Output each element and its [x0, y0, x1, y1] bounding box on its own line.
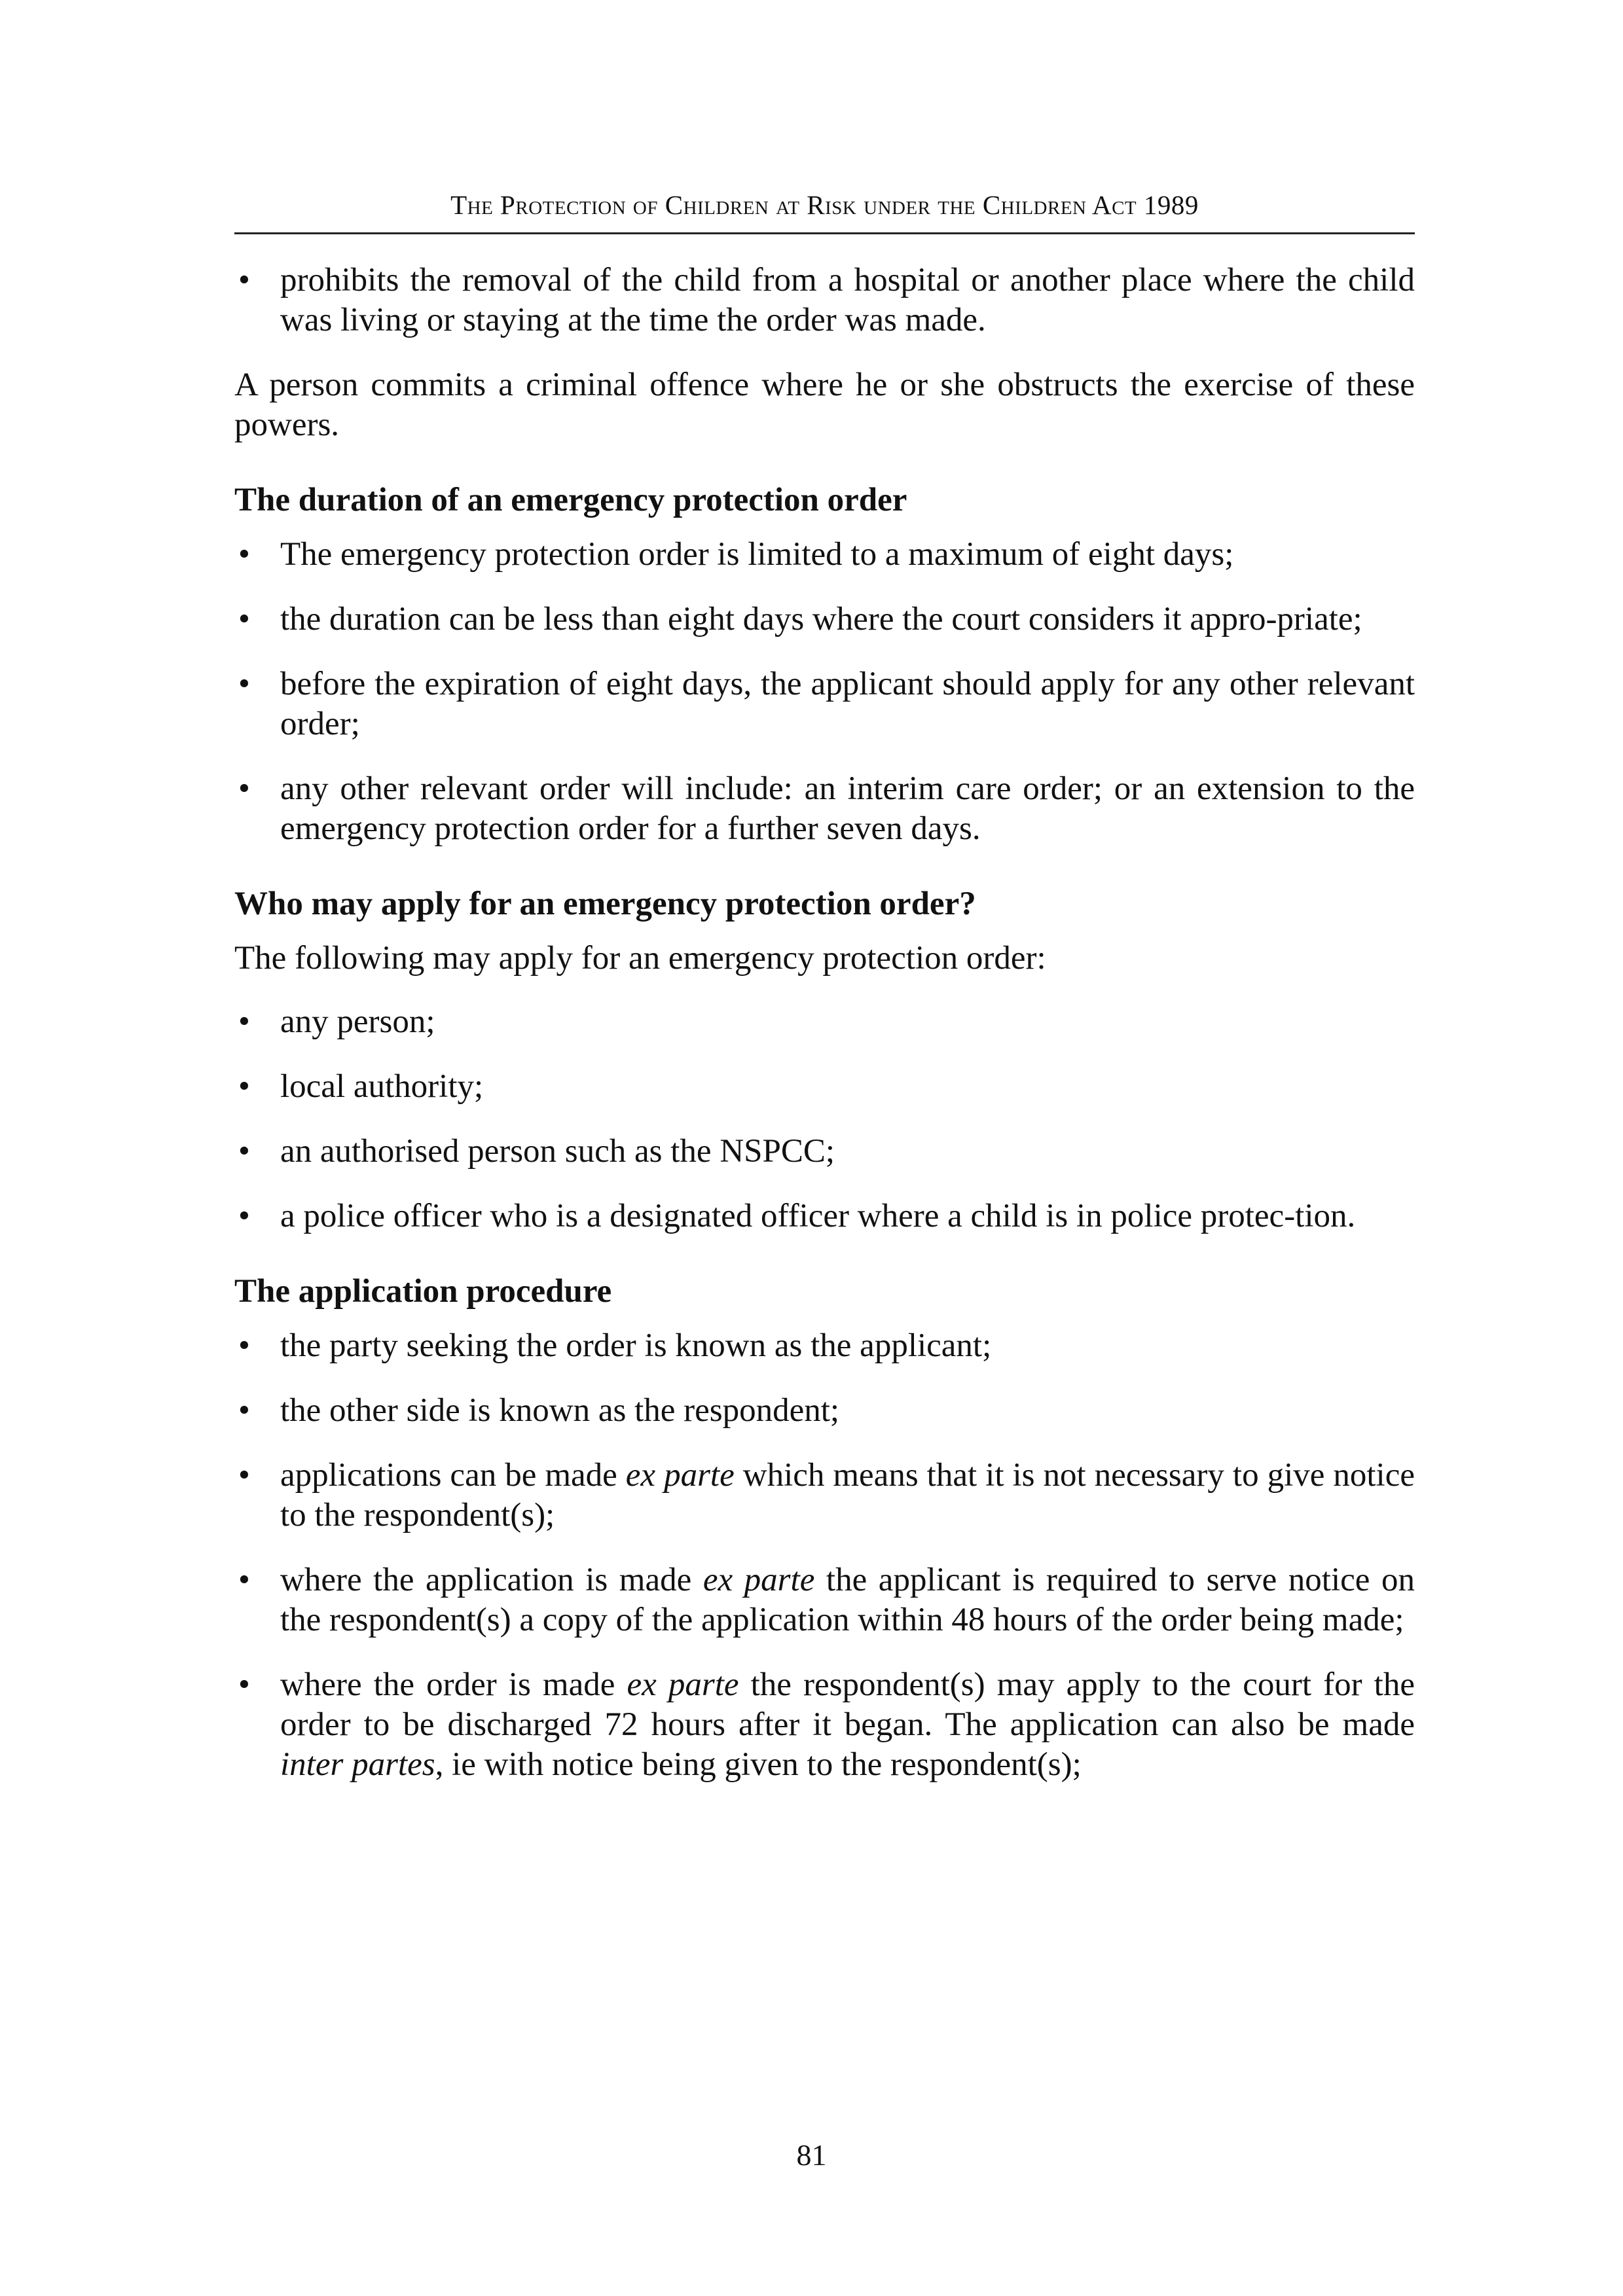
- bullet-icon: •: [238, 770, 250, 808]
- page: [234, 190, 1415, 1810]
- bullet-icon: •: [238, 601, 250, 638]
- bullet-icon: •: [238, 1327, 250, 1365]
- bullet-icon: •: [238, 1133, 250, 1170]
- application-procedure-list: [234, 1326, 1415, 1785]
- running-head: The Protection of Children at Risk under the Children Act 1989: [234, 190, 1415, 234]
- list-item: • a police officer who is a designated officer where a child is in police protec-tion.: [234, 1196, 1415, 1236]
- bullet-icon: •: [238, 536, 250, 573]
- bullet-icon: •: [238, 1068, 250, 1105]
- list-item: • prohibits the removal of the child from a hospital or another place where the child was living or staying at the time the order was made.: [238, 262, 1415, 339]
- list-item: • where the application is made ex parte the applicant is required to serve notice on the respondent(s) a copy of the application within 48 hours of the order being made;: [238, 1562, 1415, 1639]
- list-item: • any other relevant order will include: an interim care order; or an extension to the emergency protection order for a further seven days.: [238, 770, 1415, 848]
- who-may-apply-list: [234, 1002, 1415, 1236]
- list-item: • where the order is made ex parte the respondent(s) may apply to the court for the order to be discharged 72 hours after it began. The application can also be made inter partes, ie with notice being given to the respondent(s);: [238, 1666, 1415, 1784]
- page-number: 81: [796, 2138, 827, 2172]
- list-item: • The emergency protection order is limited to a maximum of eight days;: [234, 535, 1415, 575]
- who-may-apply-lead: The following may apply for an emergency protection order:: [234, 940, 1046, 977]
- bullet-icon: •: [238, 1198, 250, 1235]
- section-heading-who-may-apply: Who may apply for an emergency protection order?: [234, 886, 976, 923]
- list-item: • an authorised person such as the NSPCC;: [234, 1132, 1415, 1172]
- list-item: • local authority;: [234, 1067, 1415, 1107]
- intro-list: [234, 260, 1415, 340]
- list-item: • applications can be made ex parte which means that it is not necessary to give notice to the respondent(s);: [238, 1457, 1415, 1534]
- list-item: • any person;: [234, 1002, 1415, 1042]
- body-text: [234, 260, 1415, 1785]
- duration-list: [234, 535, 1415, 849]
- section-heading-application-procedure: The application procedure: [234, 1273, 612, 1310]
- list-item: • the other side is known as the respondent;: [234, 1391, 1415, 1431]
- bullet-icon: •: [238, 1392, 250, 1429]
- intro-paragraph: A person commits a criminal offence where he or she obstructs the exercise of these powers.: [234, 367, 1415, 444]
- list-item: • the party seeking the order is known as the applicant;: [234, 1326, 1415, 1366]
- bullet-icon: •: [238, 666, 250, 703]
- list-item: • before the expiration of eight days, the applicant should apply for any other relevant order;: [238, 666, 1415, 743]
- bullet-icon: •: [238, 262, 250, 299]
- bullet-icon: •: [238, 1457, 250, 1494]
- section-heading-duration: The duration of an emergency protection order: [234, 482, 907, 519]
- bullet-icon: •: [238, 1666, 250, 1704]
- bullet-icon: •: [238, 1562, 250, 1599]
- list-item: • the duration can be less than eight days where the court considers it appro-priate;: [234, 600, 1415, 639]
- bullet-icon: •: [238, 1003, 250, 1041]
